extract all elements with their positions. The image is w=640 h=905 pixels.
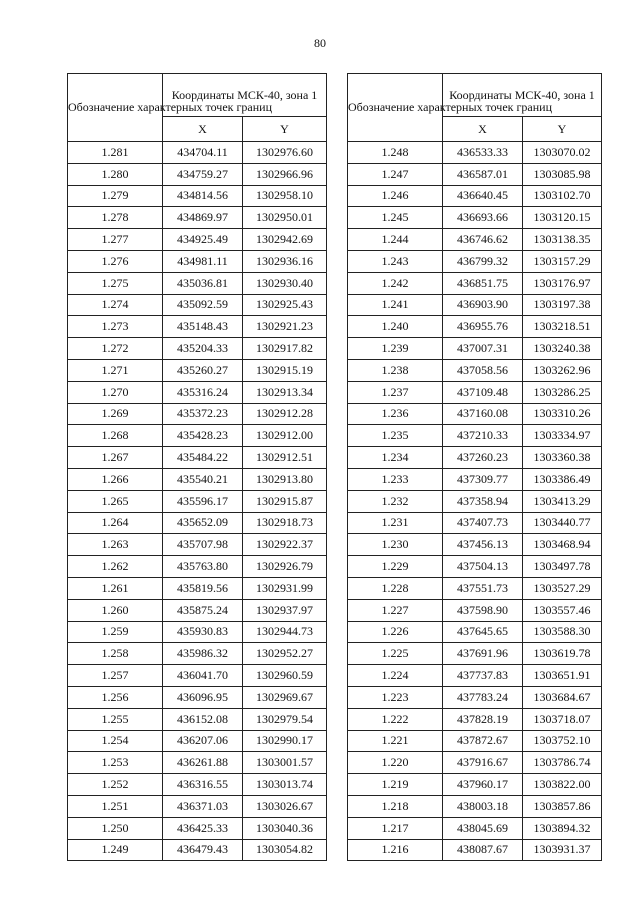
point-name-cell: 1.223 (348, 686, 443, 708)
table-row (348, 447, 602, 469)
table-row (68, 665, 327, 687)
table-row (348, 774, 602, 796)
table-row (348, 686, 602, 708)
point-name-cell: 1.270 (68, 381, 163, 403)
point-name-cell: 1.239 (348, 338, 443, 360)
y-coordinate-cell: 1303176.97 (523, 272, 602, 294)
table-row (68, 294, 327, 316)
x-coordinate-cell: 434981.11 (163, 250, 243, 272)
x-coordinate-cell: 435652.09 (163, 512, 243, 534)
x-coordinate-cell: 435148.43 (163, 316, 243, 338)
point-name-cell: 1.219 (348, 774, 443, 796)
x-coordinate-cell: 437872.67 (443, 730, 523, 752)
y-coordinate-cell: 1303001.57 (243, 752, 327, 774)
x-coordinate-cell: 435428.23 (163, 425, 243, 447)
y-coordinate-cell: 1302925.43 (243, 294, 327, 316)
y-coordinate-cell: 1303360.38 (523, 447, 602, 469)
page-number: 80 (314, 36, 326, 50)
point-name-cell: 1.226 (348, 621, 443, 643)
x-coordinate-cell: 435204.33 (163, 338, 243, 360)
y-column-header: Y (243, 117, 327, 142)
x-coordinate-cell: 436955.76 (443, 316, 523, 338)
x-coordinate-cell: 437058.56 (443, 359, 523, 381)
table-row (68, 207, 327, 229)
y-coordinate-cell: 1302913.34 (243, 381, 327, 403)
x-coordinate-cell: 434925.49 (163, 229, 243, 251)
table-row (68, 534, 327, 556)
point-name-cell: 1.227 (348, 599, 443, 621)
point-name-cell: 1.240 (348, 316, 443, 338)
table-row (68, 795, 327, 817)
y-coordinate-cell: 1303752.10 (523, 730, 602, 752)
x-coordinate-cell: 438045.69 (443, 817, 523, 839)
point-name-cell: 1.255 (68, 708, 163, 730)
table-row (348, 599, 602, 621)
point-name-cell: 1.245 (348, 207, 443, 229)
point-name-cell: 1.250 (68, 817, 163, 839)
table-row (68, 163, 327, 185)
y-coordinate-cell: 1302922.37 (243, 534, 327, 556)
table-row (348, 425, 602, 447)
table-row (348, 577, 602, 599)
table-row (68, 730, 327, 752)
table-row (348, 817, 602, 839)
y-coordinate-cell: 1303054.82 (243, 839, 327, 861)
table-row (348, 665, 602, 687)
y-coordinate-cell: 1303822.00 (523, 774, 602, 796)
x-coordinate-cell: 437504.13 (443, 556, 523, 578)
point-name-cell: 1.231 (348, 512, 443, 534)
point-name-header: Обозначение характерных точек границ (68, 74, 163, 142)
y-coordinate-cell: 1302936.16 (243, 250, 327, 272)
y-coordinate-cell: 1302942.69 (243, 229, 327, 251)
table-row (348, 795, 602, 817)
y-coordinate-cell: 1303070.02 (523, 142, 602, 164)
y-coordinate-cell: 1303619.78 (523, 643, 602, 665)
x-coordinate-cell: 435875.24 (163, 599, 243, 621)
x-column-header: X (443, 117, 523, 142)
table-row (348, 272, 602, 294)
y-coordinate-cell: 1303334.97 (523, 425, 602, 447)
y-coordinate-cell: 1302921.23 (243, 316, 327, 338)
point-name-cell: 1.257 (68, 665, 163, 687)
y-coordinate-cell: 1303218.51 (523, 316, 602, 338)
x-coordinate-cell: 435707.98 (163, 534, 243, 556)
x-coordinate-cell: 437407.73 (443, 512, 523, 534)
y-coordinate-cell: 1302912.51 (243, 447, 327, 469)
x-coordinate-cell: 437456.13 (443, 534, 523, 556)
point-name-cell: 1.278 (68, 207, 163, 229)
table-row (68, 817, 327, 839)
table-row (348, 534, 602, 556)
point-name-cell: 1.252 (68, 774, 163, 796)
point-name-cell: 1.266 (68, 468, 163, 490)
y-coordinate-cell: 1303527.29 (523, 577, 602, 599)
y-coordinate-cell: 1303026.67 (243, 795, 327, 817)
x-coordinate-cell: 438003.18 (443, 795, 523, 817)
x-coordinate-cell: 435930.83 (163, 621, 243, 643)
y-coordinate-cell: 1303857.86 (523, 795, 602, 817)
x-coordinate-cell: 435316.24 (163, 381, 243, 403)
y-coordinate-cell: 1302979.54 (243, 708, 327, 730)
x-coordinate-cell: 436587.01 (443, 163, 523, 185)
point-name-cell: 1.253 (68, 752, 163, 774)
x-coordinate-cell: 434759.27 (163, 163, 243, 185)
point-name-cell: 1.244 (348, 229, 443, 251)
x-coordinate-cell: 434869.97 (163, 207, 243, 229)
table-row (348, 250, 602, 272)
y-coordinate-cell: 1302915.87 (243, 490, 327, 512)
point-name-cell: 1.229 (348, 556, 443, 578)
point-name-cell: 1.268 (68, 425, 163, 447)
x-column-header: X (163, 117, 243, 142)
point-name-cell: 1.249 (68, 839, 163, 861)
y-coordinate-cell: 1302960.59 (243, 665, 327, 687)
point-name-cell: 1.222 (348, 708, 443, 730)
y-coordinate-cell: 1303440.77 (523, 512, 602, 534)
table-row (68, 229, 327, 251)
x-coordinate-cell: 437916.67 (443, 752, 523, 774)
x-coordinate-cell: 437960.17 (443, 774, 523, 796)
x-coordinate-cell: 436152.08 (163, 708, 243, 730)
x-coordinate-cell: 436533.33 (443, 142, 523, 164)
y-coordinate-cell: 1303557.46 (523, 599, 602, 621)
table-row (68, 752, 327, 774)
table-body-right (348, 142, 602, 861)
y-coordinate-cell: 1302930.40 (243, 272, 327, 294)
table-row (68, 577, 327, 599)
y-coordinate-cell: 1302917.82 (243, 338, 327, 360)
point-name-cell: 1.276 (68, 250, 163, 272)
table-row (348, 316, 602, 338)
x-coordinate-cell: 437309.77 (443, 468, 523, 490)
x-coordinate-cell: 434814.56 (163, 185, 243, 207)
table-row (348, 207, 602, 229)
table-row (68, 250, 327, 272)
y-coordinate-cell: 1302912.00 (243, 425, 327, 447)
y-coordinate-cell: 1303240.38 (523, 338, 602, 360)
y-coordinate-cell: 1303894.32 (523, 817, 602, 839)
table-row (348, 163, 602, 185)
x-coordinate-cell: 437551.73 (443, 577, 523, 599)
y-coordinate-cell: 1302958.10 (243, 185, 327, 207)
table-row (68, 708, 327, 730)
x-coordinate-cell: 437109.48 (443, 381, 523, 403)
table-row (68, 643, 327, 665)
x-coordinate-cell: 435036.81 (163, 272, 243, 294)
point-name-cell: 1.238 (348, 359, 443, 381)
y-coordinate-cell: 1302915.19 (243, 359, 327, 381)
y-coordinate-cell: 1302937.97 (243, 599, 327, 621)
coordinates-header: Координаты МСК-40, зона 1 (443, 74, 602, 117)
table-row (68, 316, 327, 338)
x-coordinate-cell: 436799.32 (443, 250, 523, 272)
point-name-cell: 1.241 (348, 294, 443, 316)
y-coordinate-cell: 1303386.49 (523, 468, 602, 490)
point-name-cell: 1.248 (348, 142, 443, 164)
table-row (68, 839, 327, 861)
table-row (68, 272, 327, 294)
table-body-left (68, 142, 327, 861)
y-coordinate-cell: 1303413.29 (523, 490, 602, 512)
table-row (348, 839, 602, 861)
point-name-cell: 1.237 (348, 381, 443, 403)
y-coordinate-cell: 1303468.94 (523, 534, 602, 556)
x-coordinate-cell: 437691.96 (443, 643, 523, 665)
y-coordinate-cell: 1303040.36 (243, 817, 327, 839)
coordinates-header: Координаты МСК-40, зона 1 (163, 74, 327, 117)
point-name-cell: 1.259 (68, 621, 163, 643)
x-coordinate-cell: 436316.55 (163, 774, 243, 796)
point-name-cell: 1.243 (348, 250, 443, 272)
y-coordinate-cell: 1303718.07 (523, 708, 602, 730)
table-row (348, 643, 602, 665)
y-coordinate-cell: 1303684.67 (523, 686, 602, 708)
x-coordinate-cell: 435372.23 (163, 403, 243, 425)
y-coordinate-cell: 1302990.17 (243, 730, 327, 752)
table-row (348, 621, 602, 643)
table-row (348, 556, 602, 578)
y-coordinate-cell: 1302926.79 (243, 556, 327, 578)
table-row (68, 142, 327, 164)
y-coordinate-cell: 1302912.28 (243, 403, 327, 425)
table-row (348, 185, 602, 207)
x-coordinate-cell: 436746.62 (443, 229, 523, 251)
y-coordinate-cell: 1302976.60 (243, 142, 327, 164)
point-name-cell: 1.258 (68, 643, 163, 665)
coordinates-table-right (347, 73, 602, 861)
x-coordinate-cell: 437260.23 (443, 447, 523, 469)
point-name-cell: 1.246 (348, 185, 443, 207)
point-name-cell: 1.254 (68, 730, 163, 752)
table-row (348, 338, 602, 360)
point-name-cell: 1.234 (348, 447, 443, 469)
x-coordinate-cell: 438087.67 (443, 839, 523, 861)
x-coordinate-cell: 436851.75 (443, 272, 523, 294)
y-coordinate-cell: 1303310.26 (523, 403, 602, 425)
x-coordinate-cell: 434704.11 (163, 142, 243, 164)
point-name-cell: 1.256 (68, 686, 163, 708)
point-name-cell: 1.277 (68, 229, 163, 251)
point-name-header: Обозначение характерных точек границ (348, 74, 443, 142)
table-row (348, 294, 602, 316)
point-name-cell: 1.233 (348, 468, 443, 490)
y-coordinate-cell: 1302931.99 (243, 577, 327, 599)
x-coordinate-cell: 436041.70 (163, 665, 243, 687)
point-name-cell: 1.247 (348, 163, 443, 185)
table-row (348, 229, 602, 251)
y-coordinate-cell: 1303262.96 (523, 359, 602, 381)
point-name-cell: 1.273 (68, 316, 163, 338)
point-name-cell: 1.216 (348, 839, 443, 861)
table-row (68, 338, 327, 360)
table-row (348, 490, 602, 512)
point-name-cell: 1.224 (348, 665, 443, 687)
point-name-cell: 1.221 (348, 730, 443, 752)
table-row (68, 556, 327, 578)
x-coordinate-cell: 435260.27 (163, 359, 243, 381)
point-name-cell: 1.261 (68, 577, 163, 599)
table-row (68, 621, 327, 643)
y-coordinate-cell: 1302950.01 (243, 207, 327, 229)
x-coordinate-cell: 435540.21 (163, 468, 243, 490)
x-coordinate-cell: 437783.24 (443, 686, 523, 708)
point-name-cell: 1.262 (68, 556, 163, 578)
y-coordinate-cell: 1303157.29 (523, 250, 602, 272)
point-name-cell: 1.274 (68, 294, 163, 316)
table-row (68, 359, 327, 381)
x-coordinate-cell: 437160.08 (443, 403, 523, 425)
point-name-cell: 1.263 (68, 534, 163, 556)
y-coordinate-cell: 1302913.80 (243, 468, 327, 490)
x-coordinate-cell: 436640.45 (443, 185, 523, 207)
point-name-cell: 1.272 (68, 338, 163, 360)
table-row (348, 381, 602, 403)
y-coordinate-cell: 1303786.74 (523, 752, 602, 774)
table-row (68, 425, 327, 447)
x-coordinate-cell: 435484.22 (163, 447, 243, 469)
x-coordinate-cell: 437828.19 (443, 708, 523, 730)
table-row (68, 599, 327, 621)
point-name-cell: 1.228 (348, 577, 443, 599)
point-name-cell: 1.280 (68, 163, 163, 185)
y-coordinate-cell: 1303013.74 (243, 774, 327, 796)
y-column-header: Y (523, 117, 602, 142)
x-coordinate-cell: 437358.94 (443, 490, 523, 512)
table-row (348, 708, 602, 730)
point-name-cell: 1.217 (348, 817, 443, 839)
point-name-cell: 1.218 (348, 795, 443, 817)
point-name-cell: 1.242 (348, 272, 443, 294)
table-row (348, 752, 602, 774)
x-coordinate-cell: 436903.90 (443, 294, 523, 316)
table-row (68, 381, 327, 403)
x-coordinate-cell: 437598.90 (443, 599, 523, 621)
x-coordinate-cell: 437737.83 (443, 665, 523, 687)
x-coordinate-cell: 435819.56 (163, 577, 243, 599)
point-name-cell: 1.232 (348, 490, 443, 512)
x-coordinate-cell: 436371.03 (163, 795, 243, 817)
point-name-cell: 1.251 (68, 795, 163, 817)
y-coordinate-cell: 1303138.35 (523, 229, 602, 251)
y-coordinate-cell: 1303588.30 (523, 621, 602, 643)
table-row (348, 512, 602, 534)
table-row (68, 468, 327, 490)
y-coordinate-cell: 1303651.91 (523, 665, 602, 687)
y-coordinate-cell: 1302969.67 (243, 686, 327, 708)
y-coordinate-cell: 1303497.78 (523, 556, 602, 578)
y-coordinate-cell: 1303102.70 (523, 185, 602, 207)
table-row (68, 512, 327, 534)
table-row (68, 447, 327, 469)
x-coordinate-cell: 437007.31 (443, 338, 523, 360)
table-row (68, 686, 327, 708)
table-row (68, 490, 327, 512)
x-coordinate-cell: 436261.88 (163, 752, 243, 774)
point-name-cell: 1.265 (68, 490, 163, 512)
point-name-cell: 1.225 (348, 643, 443, 665)
table-row (68, 403, 327, 425)
y-coordinate-cell: 1302918.73 (243, 512, 327, 534)
x-coordinate-cell: 436693.66 (443, 207, 523, 229)
point-name-cell: 1.264 (68, 512, 163, 534)
point-name-cell: 1.281 (68, 142, 163, 164)
y-coordinate-cell: 1302966.96 (243, 163, 327, 185)
table-row (348, 359, 602, 381)
point-name-cell: 1.220 (348, 752, 443, 774)
y-coordinate-cell: 1302944.73 (243, 621, 327, 643)
table-row (68, 774, 327, 796)
point-name-cell: 1.269 (68, 403, 163, 425)
x-coordinate-cell: 436207.06 (163, 730, 243, 752)
table-row (348, 403, 602, 425)
point-name-cell: 1.230 (348, 534, 443, 556)
y-coordinate-cell: 1303085.98 (523, 163, 602, 185)
table-row (348, 730, 602, 752)
x-coordinate-cell: 437210.33 (443, 425, 523, 447)
x-coordinate-cell: 435986.32 (163, 643, 243, 665)
x-coordinate-cell: 437645.65 (443, 621, 523, 643)
y-coordinate-cell: 1303120.15 (523, 207, 602, 229)
y-coordinate-cell: 1303197.38 (523, 294, 602, 316)
y-coordinate-cell: 1303286.25 (523, 381, 602, 403)
x-coordinate-cell: 436479.43 (163, 839, 243, 861)
point-name-cell: 1.236 (348, 403, 443, 425)
point-name-cell: 1.275 (68, 272, 163, 294)
point-name-cell: 1.267 (68, 447, 163, 469)
table-row (68, 185, 327, 207)
table-row (348, 468, 602, 490)
x-coordinate-cell: 435763.80 (163, 556, 243, 578)
x-coordinate-cell: 435092.59 (163, 294, 243, 316)
point-name-cell: 1.260 (68, 599, 163, 621)
coordinates-table-left (67, 73, 327, 861)
table-row (348, 142, 602, 164)
y-coordinate-cell: 1303931.37 (523, 839, 602, 861)
point-name-cell: 1.271 (68, 359, 163, 381)
y-coordinate-cell: 1302952.27 (243, 643, 327, 665)
point-name-cell: 1.235 (348, 425, 443, 447)
x-coordinate-cell: 436096.95 (163, 686, 243, 708)
x-coordinate-cell: 436425.33 (163, 817, 243, 839)
x-coordinate-cell: 435596.17 (163, 490, 243, 512)
point-name-cell: 1.279 (68, 185, 163, 207)
